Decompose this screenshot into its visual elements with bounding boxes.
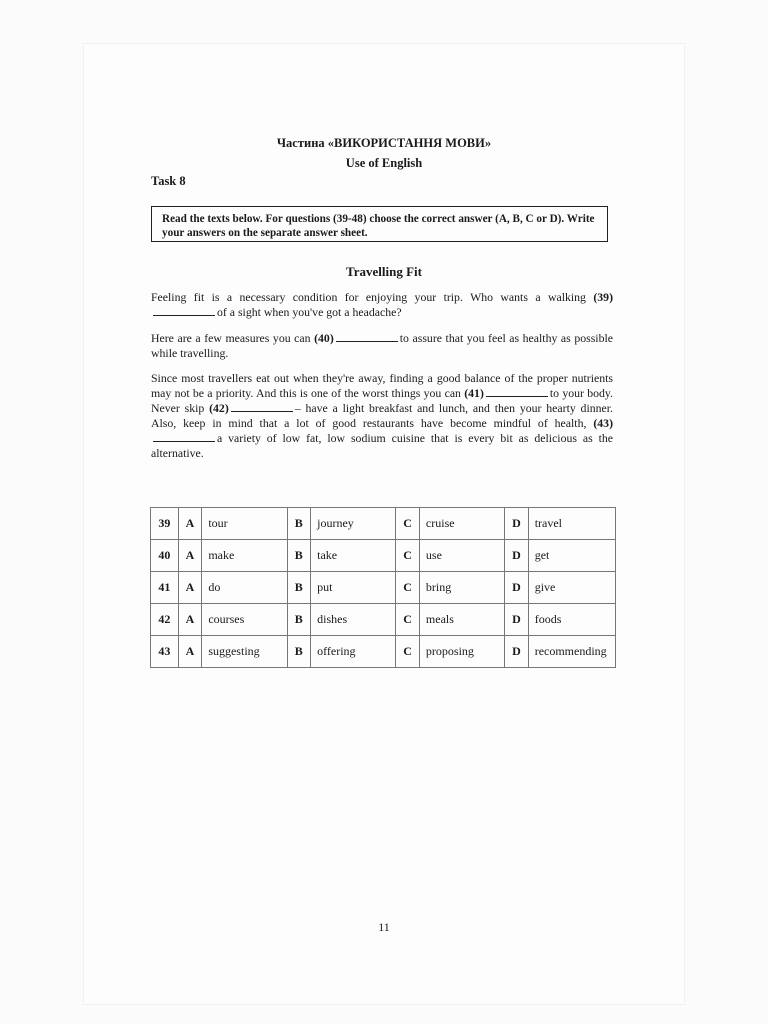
option-c-cell: proposing bbox=[419, 636, 504, 668]
question-number-cell: 39 bbox=[151, 508, 179, 540]
option-c-cell: meals bbox=[419, 604, 504, 636]
option-b-cell: put bbox=[311, 572, 396, 604]
answer-gap bbox=[231, 401, 293, 412]
option-b-cell: journey bbox=[311, 508, 396, 540]
instructions-box: Read the texts below. For questions (39-48) choose the correct answer (A, B, C or D). Write your answers on the separate answer sheet. bbox=[151, 206, 608, 242]
option-letter-d: D bbox=[505, 604, 529, 636]
option-d-cell: recommending bbox=[528, 636, 615, 668]
question-number: (43) bbox=[593, 416, 614, 430]
option-d-cell: give bbox=[528, 572, 615, 604]
page-number: 11 bbox=[378, 920, 390, 934]
paragraph-3 bbox=[151, 371, 613, 461]
option-letter-b: B bbox=[287, 540, 311, 572]
option-c-cell: bring bbox=[419, 572, 504, 604]
table-row bbox=[151, 604, 616, 636]
paragraph-text: Feeling fit is a necessary condition for enjoying your trip. Who wants a walking bbox=[151, 290, 586, 304]
option-d-cell: get bbox=[528, 540, 615, 572]
answer-gap bbox=[153, 305, 215, 316]
option-letter-a: A bbox=[178, 636, 202, 668]
answer-gap bbox=[486, 386, 548, 397]
option-letter-b: B bbox=[287, 508, 311, 540]
option-letter-a: A bbox=[178, 604, 202, 636]
option-d-cell: foods bbox=[528, 604, 615, 636]
question-number: (41) bbox=[464, 386, 484, 400]
table-row bbox=[151, 636, 616, 668]
option-letter-c: C bbox=[396, 636, 420, 668]
option-c-cell: cruise bbox=[419, 508, 504, 540]
answer-gap bbox=[336, 331, 398, 342]
option-letter-b: B bbox=[287, 636, 311, 668]
paragraph-text: Since most travellers eat out when they're away, finding a good balance of the proper nutrients may not be a priority. And this is one of the worst things you can bbox=[151, 371, 613, 400]
paragraph-2 bbox=[151, 331, 613, 361]
option-b-cell: take bbox=[311, 540, 396, 572]
option-letter-d: D bbox=[505, 508, 529, 540]
part-title: Частина «ВИКОРИСТАННЯ МОВИ» bbox=[276, 136, 492, 150]
option-b-cell: offering bbox=[311, 636, 396, 668]
question-number-cell: 43 bbox=[151, 636, 179, 668]
question-number-cell: 40 bbox=[151, 540, 179, 572]
task-label: Task 8 bbox=[151, 174, 186, 188]
option-letter-a: A bbox=[178, 540, 202, 572]
option-letter-c: C bbox=[396, 572, 420, 604]
option-a-cell: make bbox=[202, 540, 287, 572]
paragraph-text: to assure that you feel as healthy as possible while travelling. bbox=[151, 331, 613, 360]
option-a-cell: courses bbox=[202, 604, 287, 636]
option-letter-d: D bbox=[505, 540, 529, 572]
option-letter-a: A bbox=[178, 572, 202, 604]
paragraph-text: – have a light breakfast and lunch, and then your hearty dinner. Also, keep in mind that a lot of good restaurants have become mindful of health, bbox=[151, 401, 613, 430]
question-number: (40) bbox=[314, 331, 334, 345]
option-letter-b: B bbox=[287, 604, 311, 636]
question-number: (42) bbox=[209, 401, 229, 415]
table-row bbox=[151, 508, 616, 540]
answer-gap bbox=[153, 431, 215, 442]
option-letter-a: A bbox=[178, 508, 202, 540]
paragraph-text: to your body. Never skip bbox=[151, 386, 613, 415]
option-letter-c: C bbox=[396, 540, 420, 572]
question-number-cell: 42 bbox=[151, 604, 179, 636]
options-table bbox=[150, 507, 616, 668]
question-number: (39) bbox=[593, 290, 614, 304]
paragraph-text: Here are a few measures you can bbox=[151, 331, 311, 345]
paragraph-1 bbox=[151, 290, 613, 320]
option-a-cell: do bbox=[202, 572, 287, 604]
option-letter-b: B bbox=[287, 572, 311, 604]
option-letter-c: C bbox=[396, 604, 420, 636]
option-c-cell: use bbox=[419, 540, 504, 572]
option-letter-c: C bbox=[396, 508, 420, 540]
question-number-cell: 41 bbox=[151, 572, 179, 604]
option-letter-d: D bbox=[505, 636, 529, 668]
option-b-cell: dishes bbox=[311, 604, 396, 636]
table-row bbox=[151, 572, 616, 604]
text-title: Travelling Fit bbox=[346, 264, 422, 279]
option-a-cell: suggesting bbox=[202, 636, 287, 668]
table-row bbox=[151, 540, 616, 572]
option-letter-d: D bbox=[505, 572, 529, 604]
option-d-cell: travel bbox=[528, 508, 615, 540]
paragraph-text: a variety of low fat, low sodium cuisine that is every bit as delicious as the alternative. bbox=[151, 431, 613, 460]
paragraph-text: of a sight when you've got a headache? bbox=[217, 305, 402, 319]
section-subtitle: Use of English bbox=[345, 156, 423, 170]
option-a-cell: tour bbox=[202, 508, 287, 540]
